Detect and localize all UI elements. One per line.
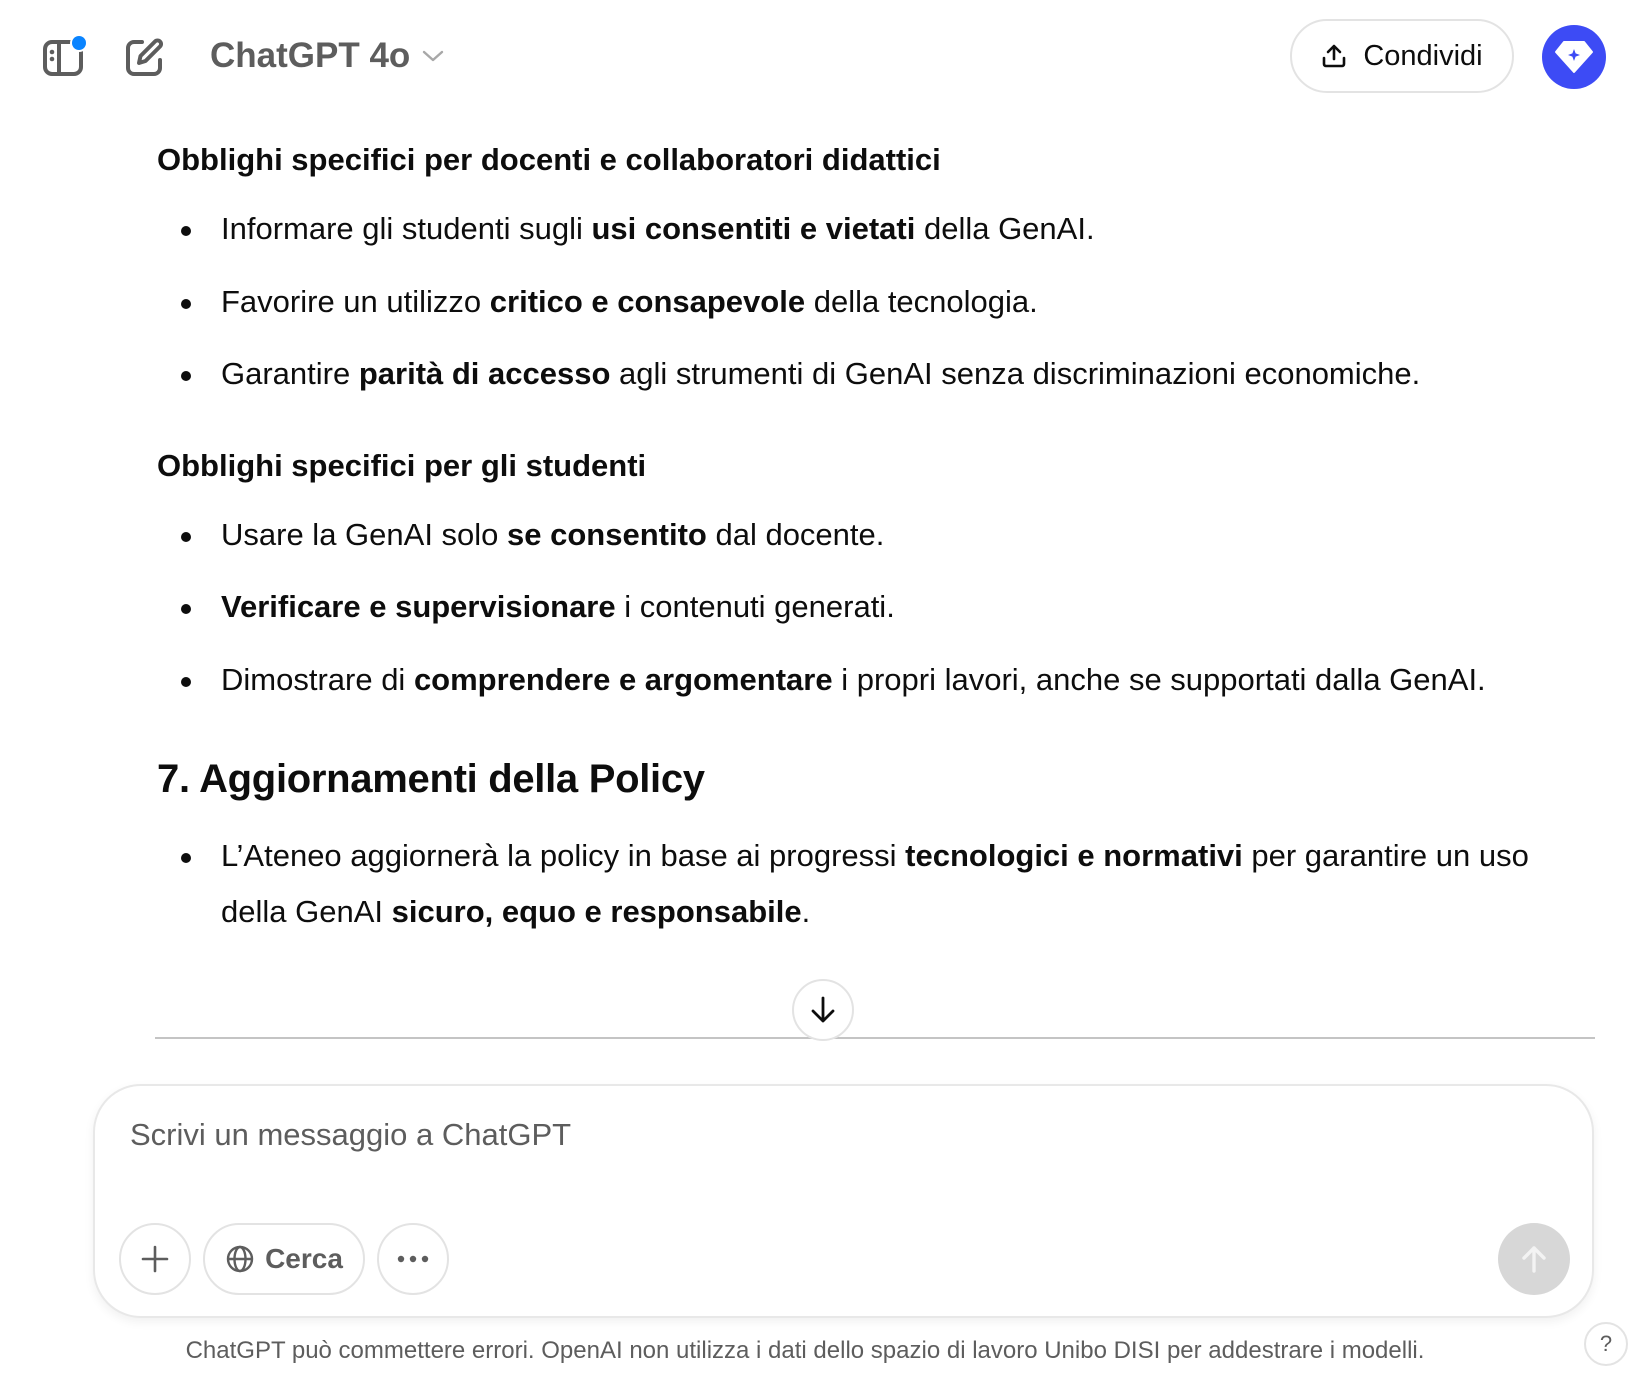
text: Informare gli studenti sugli xyxy=(221,211,592,246)
bullet xyxy=(181,677,191,687)
list-item xyxy=(221,211,1095,247)
bullet xyxy=(181,226,191,236)
help-icon: ? xyxy=(1599,1331,1613,1356)
message-composer xyxy=(93,1084,1594,1318)
scroll-to-bottom-button[interactable] xyxy=(792,979,854,1041)
list-item xyxy=(221,838,1529,874)
text: della GenAI. xyxy=(915,211,1095,246)
new-chat-button[interactable] xyxy=(122,34,168,80)
section-heading-studenti: Obblighi specifici per gli studenti xyxy=(157,448,647,483)
bullet xyxy=(181,604,191,614)
plus-icon xyxy=(140,1244,170,1274)
bold-text: Verificare e supervisionare xyxy=(221,589,616,624)
text: i contenuti generati. xyxy=(615,589,895,624)
globe-icon xyxy=(225,1244,255,1274)
bold-text: parità di accesso xyxy=(358,356,611,391)
text: agli strumenti di GenAI senza discriminazioni economiche. xyxy=(610,356,1421,391)
send-button[interactable] xyxy=(1498,1223,1570,1295)
text: . xyxy=(801,894,811,929)
bullet xyxy=(181,853,191,863)
list-item xyxy=(221,662,1486,698)
search-label: Cerca xyxy=(265,1243,343,1274)
text: i propri lavori, anche se supportati dalla GenAI. xyxy=(832,662,1486,697)
help-button[interactable] xyxy=(1584,1322,1628,1366)
text: della GenAI xyxy=(221,894,392,929)
more-tools-button[interactable] xyxy=(377,1223,449,1295)
search-button[interactable] xyxy=(203,1223,365,1295)
arrow-up-icon xyxy=(1520,1243,1548,1275)
text: per garantire un uso xyxy=(1242,838,1529,873)
notification-dot xyxy=(72,36,86,50)
sidebar-icon xyxy=(41,34,87,80)
list-item xyxy=(221,284,1038,320)
text: L’Ateneo aggiornerà la policy in base ai progressi xyxy=(221,838,906,873)
message-input[interactable] xyxy=(128,1116,1532,1154)
arrow-down-icon xyxy=(809,995,837,1025)
text: Favorire un utilizzo xyxy=(221,284,490,319)
text: Dimostrare di xyxy=(221,662,414,697)
bullet xyxy=(181,532,191,542)
composer-divider xyxy=(155,1037,1595,1039)
chevron-down-icon xyxy=(422,49,444,63)
bold-text: comprendere e argomentare xyxy=(413,662,833,697)
bold-text: sicuro, equo e responsabile xyxy=(391,894,802,929)
text: Usare la GenAI solo xyxy=(221,517,508,552)
share-icon xyxy=(1321,43,1347,69)
bold-text: se consentito xyxy=(507,517,707,552)
bold-text: critico e consapevole xyxy=(489,284,806,319)
list-item xyxy=(221,589,895,625)
edit-icon xyxy=(122,34,168,80)
text: Garantire xyxy=(221,356,359,391)
bullet xyxy=(181,299,191,309)
list-item-continuation xyxy=(221,894,810,930)
model-title: ChatGPT 4o xyxy=(210,36,411,75)
more-horizontal-icon xyxy=(397,1255,429,1263)
bold-text: tecnologici e normativi xyxy=(905,838,1243,873)
list-item xyxy=(221,517,884,553)
bold-text: usi consentiti e vietati xyxy=(591,211,916,246)
bullet xyxy=(181,371,191,381)
gem-icon xyxy=(1554,40,1594,74)
section-heading-policy: 7. Aggiornamenti della Policy xyxy=(157,757,705,801)
model-selector[interactable] xyxy=(210,36,444,76)
share-button[interactable] xyxy=(1290,19,1514,93)
attach-button[interactable] xyxy=(119,1223,191,1295)
text: della tecnologia. xyxy=(805,284,1038,319)
list-item xyxy=(221,356,1420,392)
disclaimer-text: ChatGPT può commettere errori. OpenAI non utilizza i dati dello spazio di lavoro Unibo DISI per addestrare i modelli. xyxy=(185,1337,1425,1364)
text: dal docente. xyxy=(706,517,885,552)
user-avatar[interactable] xyxy=(1542,25,1606,89)
share-label: Condividi xyxy=(1363,39,1483,72)
sidebar-toggle-button[interactable] xyxy=(41,34,87,80)
section-heading-docenti: Obblighi specifici per docenti e collaboratori didattici xyxy=(157,142,941,177)
